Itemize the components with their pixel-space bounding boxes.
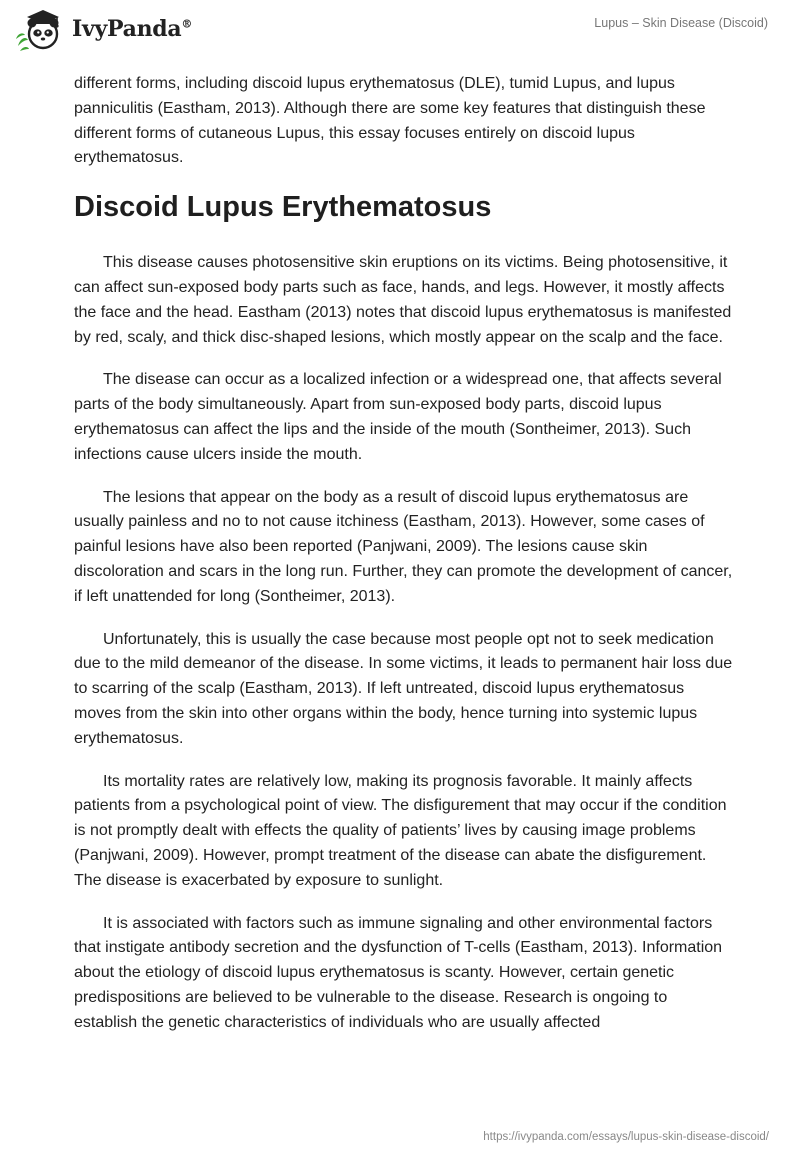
page-header: [0, 0, 800, 70]
ivypanda-logo[interactable]: [14, 6, 192, 52]
panda-graduation-cap-icon: [14, 6, 66, 52]
section-heading: Discoid Lupus Erythematosus: [74, 191, 492, 224]
body-paragraph: The lesions that appear on the body as a result of discoid lupus erythematosus are usually painless and no to not cause itchiness (Eastham, 2013). However, some cases of painful lesions have also been reported (Panjwani, 2009). The lesions cause skin discoloration and scars in the long run. Further, they can promote the development of cancer, if left unattended for long (Sontheimer, 2013).: [74, 488, 733, 605]
essay-content: [74, 72, 734, 1054]
intro-paragraph: different forms, including discoid lupus erythematosus (DLE), tumid Lupus, and lupus panniculitis (Eastham, 2013). Although there are some key features that distinguish these different forms of cutaneous Lupus, this essay focuses entirely on discoid lupus erythematosus.: [74, 75, 706, 167]
body-paragraph: Unfortunately, this is usually the case because most people opt not to seek medication due to the mild demeanor of the disease. In some victims, it leads to permanent hair loss due to scarring of the scalp (Eastham, 2013). If left untreated, discoid lupus erythematosus moves from the skin into other organs within the body, hence turning into systemic lupus erythematosus.: [74, 630, 733, 747]
body-paragraph: The disease can occur as a localized infection or a widespread one, that affects several parts of the body simultaneously. Apart from sun-exposed body parts, discoid lupus erythematosus can affect the lips and the inside of the mouth (Sontheimer, 2013). Such infections cause ulcers inside the mouth.: [74, 371, 722, 463]
document-title: Lupus – Skin Disease (Discoid): [594, 16, 768, 30]
body-paragraph: Its mortality rates are relatively low, making its prognosis favorable. It mainly affects patients from a psychological point of view. The disfigurement that may occur if the condition is not promptly dealt with effects the quality of patients’ lives by causing image problems (Panjwani, 2009). However, prompt treatment of the disease can abate the disfigurement. The disease is exacerbated by exposure to sunlight.: [74, 772, 727, 889]
body-paragraph: This disease causes photosensitive skin eruptions on its victims. Being photosensitive, it can affect sun-exposed body parts such as face, hands, and legs. However, it mostly affects the face and the head. Eastham (2013) notes that discoid lupus erythematosus is manifested by red, scaly, and thick disc-shaped lesions, which mostly appear on the scalp and the face.: [74, 254, 732, 346]
body-paragraph: It is associated with factors such as immune signaling and other environmental factors that instigate antibody secretion and the dysfunction of T-cells (Eastham, 2013). Information about the etiology of discoid lupus erythematosus is scanty. However, certain genetic predispositions are believed to be vulnerable to the disease. Research is ongoing to establish the genetic characteristics of individuals who are usually affected: [74, 914, 723, 1031]
brand-name: IvyPanda®: [72, 16, 193, 42]
source-url[interactable]: https://ivypanda.com/essays/lupus-skin-disease-discoid/: [483, 1131, 769, 1143]
